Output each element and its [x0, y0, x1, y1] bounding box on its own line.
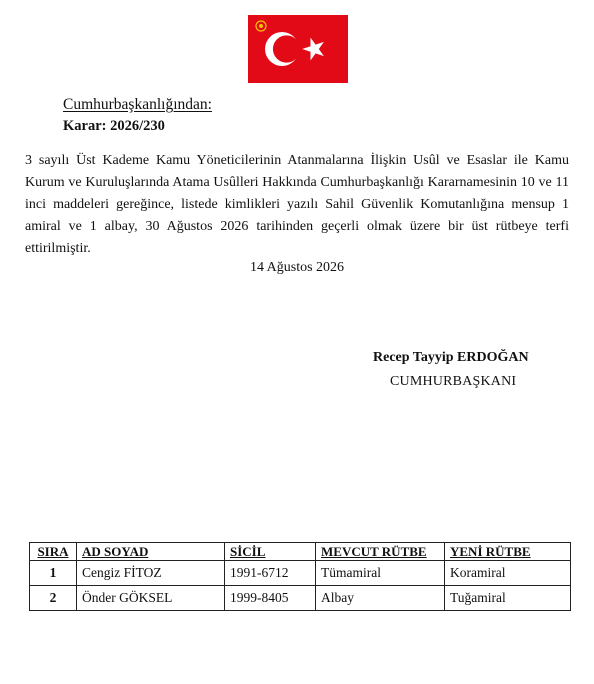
cell-ad-soyad: Önder GÖKSEL: [77, 586, 225, 611]
header-sira: SIRA: [30, 543, 77, 561]
issuer-heading: Cumhurbaşkanlığından:: [63, 96, 212, 113]
header-sicil: SİCİL: [225, 543, 316, 561]
cell-sira: 2: [30, 586, 77, 611]
decree-date: 14 Ağustos 2026: [249, 260, 345, 275]
table-row: [30, 561, 571, 586]
decree-body: 3 sayılı Üst Kademe Kamu Yöneticilerinin Atanmalarına İlişkin Usûl ve Esaslar ile Kamu Kurum ve Kuruluşlarında Atama Usûlleri Hakkında Cumhurbaşkanlığı Kararnamesinin 10 ve 11 inci maddeleri gereğince, listede kimlikleri yazılı Sahil Güvenlik Komutanlığına mensup 1 amiral ve 1 albay, 30 Ağustos 2026 tarihinden geçerli olmak üzere bir üst rütbeye terfi ettirilmiştir.: [25, 153, 569, 256]
table-header-row: [30, 543, 571, 561]
header-yeni-rutbe: YENİ RÜTBE: [445, 543, 571, 561]
promotion-table: [29, 542, 571, 611]
signer-name: Recep Tayyip ERDOĞAN: [373, 350, 529, 365]
signer-title: CUMHURBAŞKANI: [390, 374, 517, 389]
decision-number: Karar: 2026/230: [63, 118, 165, 134]
cell-sicil: 1991-6712: [225, 561, 316, 586]
cell-yeni-rutbe: Koramiral: [445, 561, 571, 586]
cell-sira: 1: [30, 561, 77, 586]
cell-mevcut-rutbe: Tümamiral: [316, 561, 445, 586]
cell-yeni-rutbe: Tuğamiral: [445, 586, 571, 611]
cell-ad-soyad: Cengiz FİTOZ: [77, 561, 225, 586]
turkish-flag: [248, 15, 348, 83]
header-mevcut-rutbe: MEVCUT RÜTBE: [316, 543, 445, 561]
header-ad-soyad: AD SOYAD: [77, 543, 225, 561]
table-row: [30, 586, 571, 611]
cell-mevcut-rutbe: Albay: [316, 586, 445, 611]
cell-sicil: 1999-8405: [225, 586, 316, 611]
